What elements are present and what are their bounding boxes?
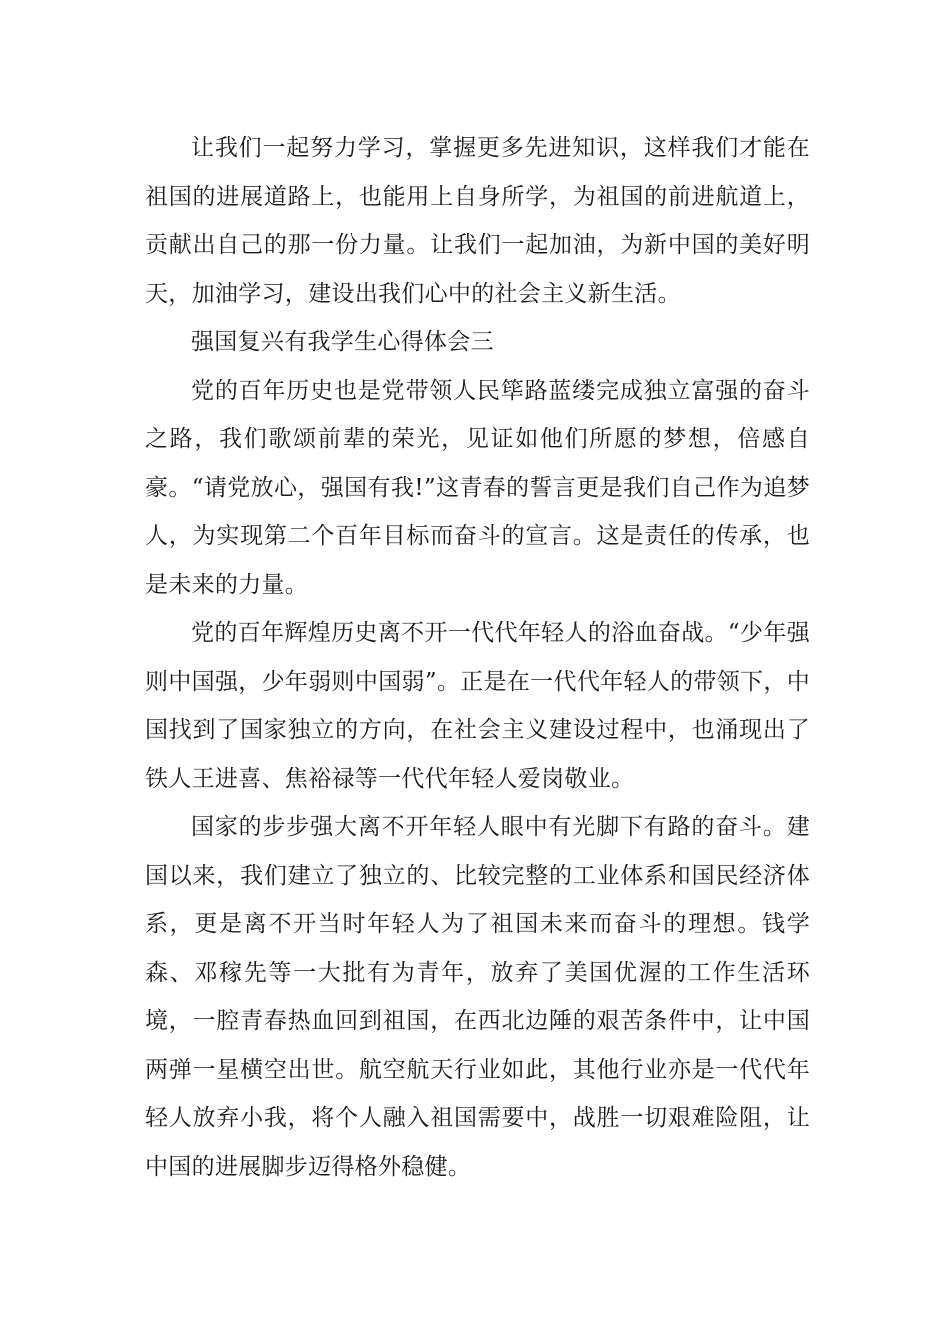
paragraph-4: 国家的步步强大离不开年轻人眼中有光脚下有路的奋斗。建国以来，我们建立了独立的、比较完整的工业体系和国民经济体系，更是离不开当时年轻人为了祖国未来而奋斗的理想。钱学森、邓稼先等一大批有为青年，放弃了美国优渥的工作生活环境，一腔青春热血回到祖国，在西北边陲的艰苦条件中，让中国两弹一星横空出世。航空航天行业如此，其他行业亦是一代代年轻人放弃小我，将个人融入祖国需要中，战胜一切艰难险阻，让中国的进展脚步迈得格外稳健。 (145, 814, 810, 1180)
section-heading: 强国复兴有我学生心得体会三 (191, 329, 494, 355)
document-body (145, 124, 810, 1191)
paragraph-1: 让我们一起努力学习，掌握更多先进知识，这样我们才能在祖国的进展道路上，也能用上自身所学，为祖国的前进航道上，贡献出自己的那一份力量。让我们一起加油，为新中国的美好明天，加油学习，建设出我们心中的社会主义新生活。 (145, 135, 810, 307)
paragraph-2: 党的百年历史也是党带领人民筚路蓝缕完成独立富强的奋斗之路，我们歌颂前辈的荣光，见证如他们所愿的梦想，倍感自豪。“请党放心，强国有我!”这青春的誓言更是我们自己作为追梦人，为实现第二个百年目标而奋斗的宣言。这是责任的传承，也是未来的力量。 (145, 377, 810, 598)
paragraph-3: 党的百年辉煌历史离不开一代代年轻人的浴血奋战。“少年强则中国强，少年弱则中国弱”。正是在一代代年轻人的带领下，中国找到了国家独立的方向，在社会主义建设过程中，也涌现出了铁人王进喜、焦裕禄等一代代年轻人爱岗敬业。 (145, 620, 810, 792)
